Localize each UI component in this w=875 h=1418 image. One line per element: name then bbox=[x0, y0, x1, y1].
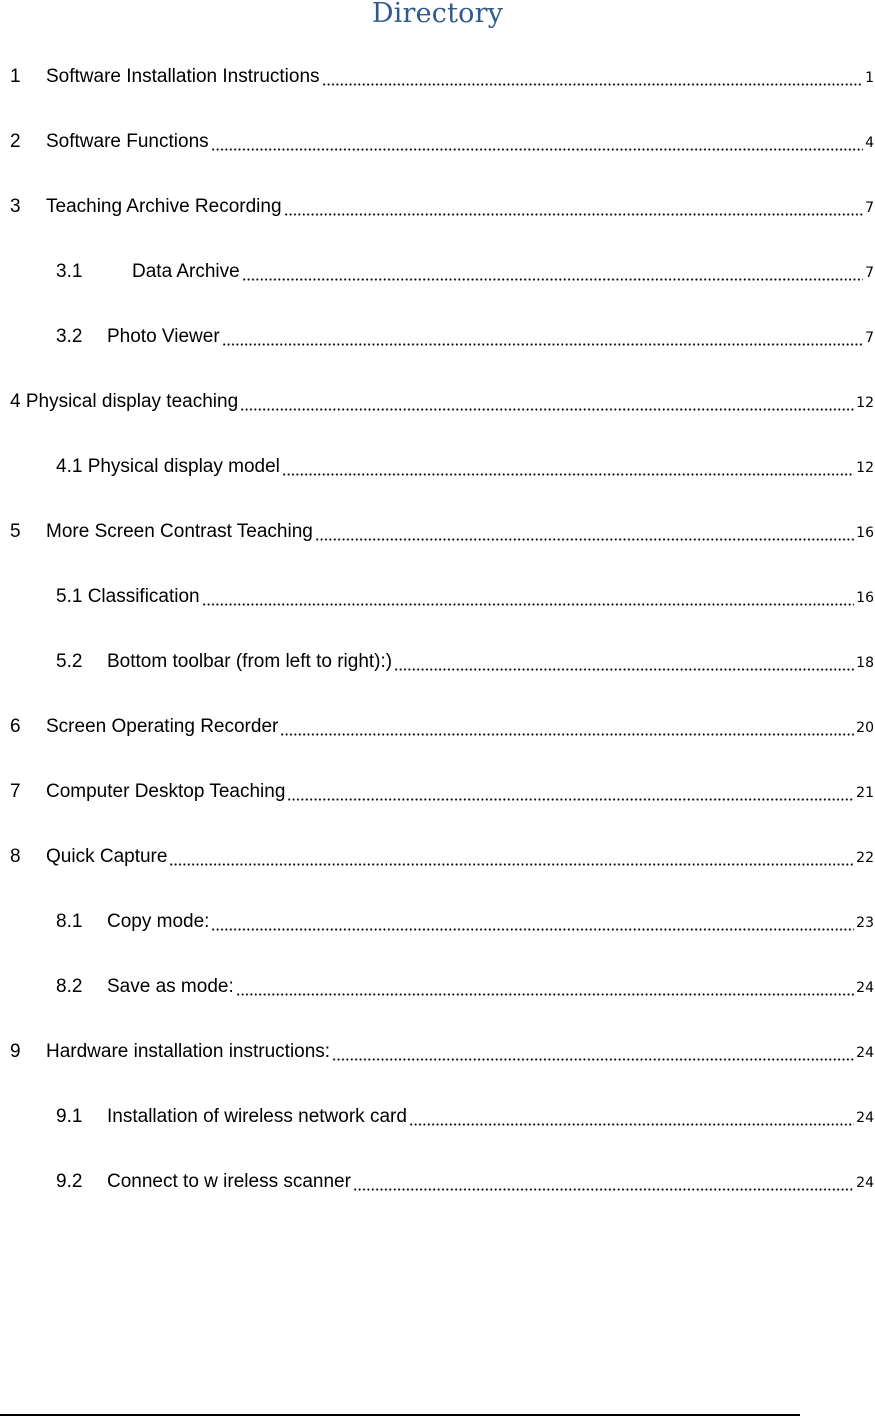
toc-entry-title: 4 Physical display teaching bbox=[10, 391, 239, 412]
toc-entry-number: 9 bbox=[10, 1041, 21, 1062]
toc-leader-dots bbox=[202, 588, 855, 606]
toc-leader-dots bbox=[353, 1173, 854, 1191]
toc-leader-dots bbox=[240, 393, 854, 411]
toc-entry-number: 1 bbox=[10, 66, 21, 87]
toc-entry-page: 12 bbox=[856, 460, 874, 476]
toc-entry-number: 8.1 bbox=[56, 911, 83, 932]
toc-entry[interactable] bbox=[56, 909, 874, 935]
toc-entry-page: 7 bbox=[865, 200, 874, 216]
toc-entry-page: 24 bbox=[856, 980, 874, 996]
toc-leader-dots bbox=[394, 653, 854, 671]
toc-leader-dots bbox=[332, 1043, 854, 1061]
toc-entry[interactable] bbox=[10, 844, 874, 870]
toc-entry[interactable] bbox=[10, 64, 874, 90]
toc-entry-title: Data Archive bbox=[132, 261, 240, 282]
toc-entry[interactable] bbox=[56, 649, 874, 675]
toc-entry-number: 9.2 bbox=[56, 1171, 83, 1192]
toc-entry[interactable] bbox=[10, 1039, 874, 1065]
toc-entry-page: 16 bbox=[856, 525, 874, 541]
toc-leader-dots bbox=[211, 133, 863, 151]
toc-entry-number: 8.2 bbox=[56, 976, 83, 997]
toc-entry[interactable] bbox=[56, 1169, 874, 1195]
toc-leader-dots bbox=[280, 718, 854, 736]
toc-leader-dots bbox=[169, 848, 854, 866]
toc-entry-page: 4 bbox=[865, 135, 874, 151]
toc-entry[interactable] bbox=[10, 194, 874, 220]
toc-entry-number: 3.1 bbox=[56, 261, 83, 282]
page-title: Directory bbox=[371, 0, 504, 29]
toc-leader-dots bbox=[315, 523, 854, 541]
toc-entry-number: 9.1 bbox=[56, 1106, 83, 1127]
toc-entry-title: Copy mode: bbox=[107, 911, 210, 932]
toc-entry-title: Photo Viewer bbox=[107, 326, 220, 347]
toc-entry-title: Installation of wireless network card bbox=[107, 1106, 407, 1127]
toc-entry[interactable] bbox=[56, 259, 874, 285]
toc-entry[interactable] bbox=[10, 129, 874, 155]
toc-entry-title: Bottom toolbar (from left to right):) bbox=[107, 651, 393, 672]
toc-entry[interactable] bbox=[56, 454, 874, 480]
toc-entry-title: Software Functions bbox=[46, 131, 209, 152]
toc-leader-dots bbox=[211, 913, 854, 931]
toc-entry-page: 23 bbox=[856, 915, 874, 931]
toc-entry-page: 18 bbox=[856, 655, 874, 671]
toc-entry[interactable] bbox=[56, 1104, 874, 1130]
toc-entry-page: 24 bbox=[856, 1175, 874, 1191]
toc-entry[interactable] bbox=[10, 389, 874, 415]
toc-entry-number: 6 bbox=[10, 716, 21, 737]
toc-entry-page: 16 bbox=[856, 590, 874, 606]
toc-entry-title: Save as mode: bbox=[107, 976, 234, 997]
toc-entry-page: 1 bbox=[865, 70, 874, 86]
toc-entry-page: 7 bbox=[865, 265, 874, 281]
toc-entry-title: 4.1 Physical display model bbox=[56, 456, 280, 477]
toc-entry[interactable] bbox=[56, 584, 874, 610]
toc-entry-page: 24 bbox=[856, 1045, 874, 1061]
toc-entry-number: 7 bbox=[10, 781, 21, 802]
toc-entry-title: Software Installation Instructions bbox=[46, 66, 320, 87]
toc-entry-title: Quick Capture bbox=[46, 846, 168, 867]
toc-entry[interactable] bbox=[10, 714, 874, 740]
toc-entry[interactable] bbox=[56, 324, 874, 350]
toc-leader-dots bbox=[284, 198, 864, 216]
toc-entry-title: Teaching Archive Recording bbox=[46, 196, 282, 217]
toc-entry-title: Connect to w ireless scanner bbox=[107, 1171, 351, 1192]
toc-leader-dots bbox=[282, 458, 854, 476]
toc-leader-dots bbox=[409, 1108, 854, 1126]
toc-entry-number: 5.2 bbox=[56, 651, 83, 672]
toc-leader-dots bbox=[236, 978, 854, 996]
toc-entry-page: 21 bbox=[856, 785, 874, 801]
toc-entry[interactable] bbox=[10, 519, 874, 545]
toc-entry-page: 24 bbox=[856, 1110, 874, 1126]
footer-divider bbox=[0, 1414, 800, 1416]
toc-entry-number: 3.2 bbox=[56, 326, 83, 347]
toc-entry-title: Screen Operating Recorder bbox=[46, 716, 279, 737]
toc-entry-title: 5.1 Classification bbox=[56, 586, 200, 607]
toc-entry-title: More Screen Contrast Teaching bbox=[46, 521, 313, 542]
toc-entry-number: 3 bbox=[10, 196, 21, 217]
toc-leader-dots bbox=[222, 328, 863, 346]
toc-entry-page: 7 bbox=[865, 330, 874, 346]
toc-entry-title: Computer Desktop Teaching bbox=[46, 781, 286, 802]
toc-entry-page: 22 bbox=[856, 850, 874, 866]
toc-leader-dots bbox=[322, 68, 864, 86]
toc-leader-dots bbox=[287, 783, 854, 801]
toc-entry-page: 12 bbox=[856, 395, 874, 411]
toc-entry[interactable] bbox=[10, 779, 874, 805]
toc-entry-number: 5 bbox=[10, 521, 21, 542]
toc-entry-number: 8 bbox=[10, 846, 21, 867]
toc-entry[interactable] bbox=[56, 974, 874, 1000]
toc-entry-title: Hardware installation instructions: bbox=[46, 1041, 331, 1062]
toc-entry-number: 2 bbox=[10, 131, 21, 152]
toc-entry-page: 20 bbox=[856, 720, 874, 736]
toc-leader-dots bbox=[242, 263, 863, 281]
